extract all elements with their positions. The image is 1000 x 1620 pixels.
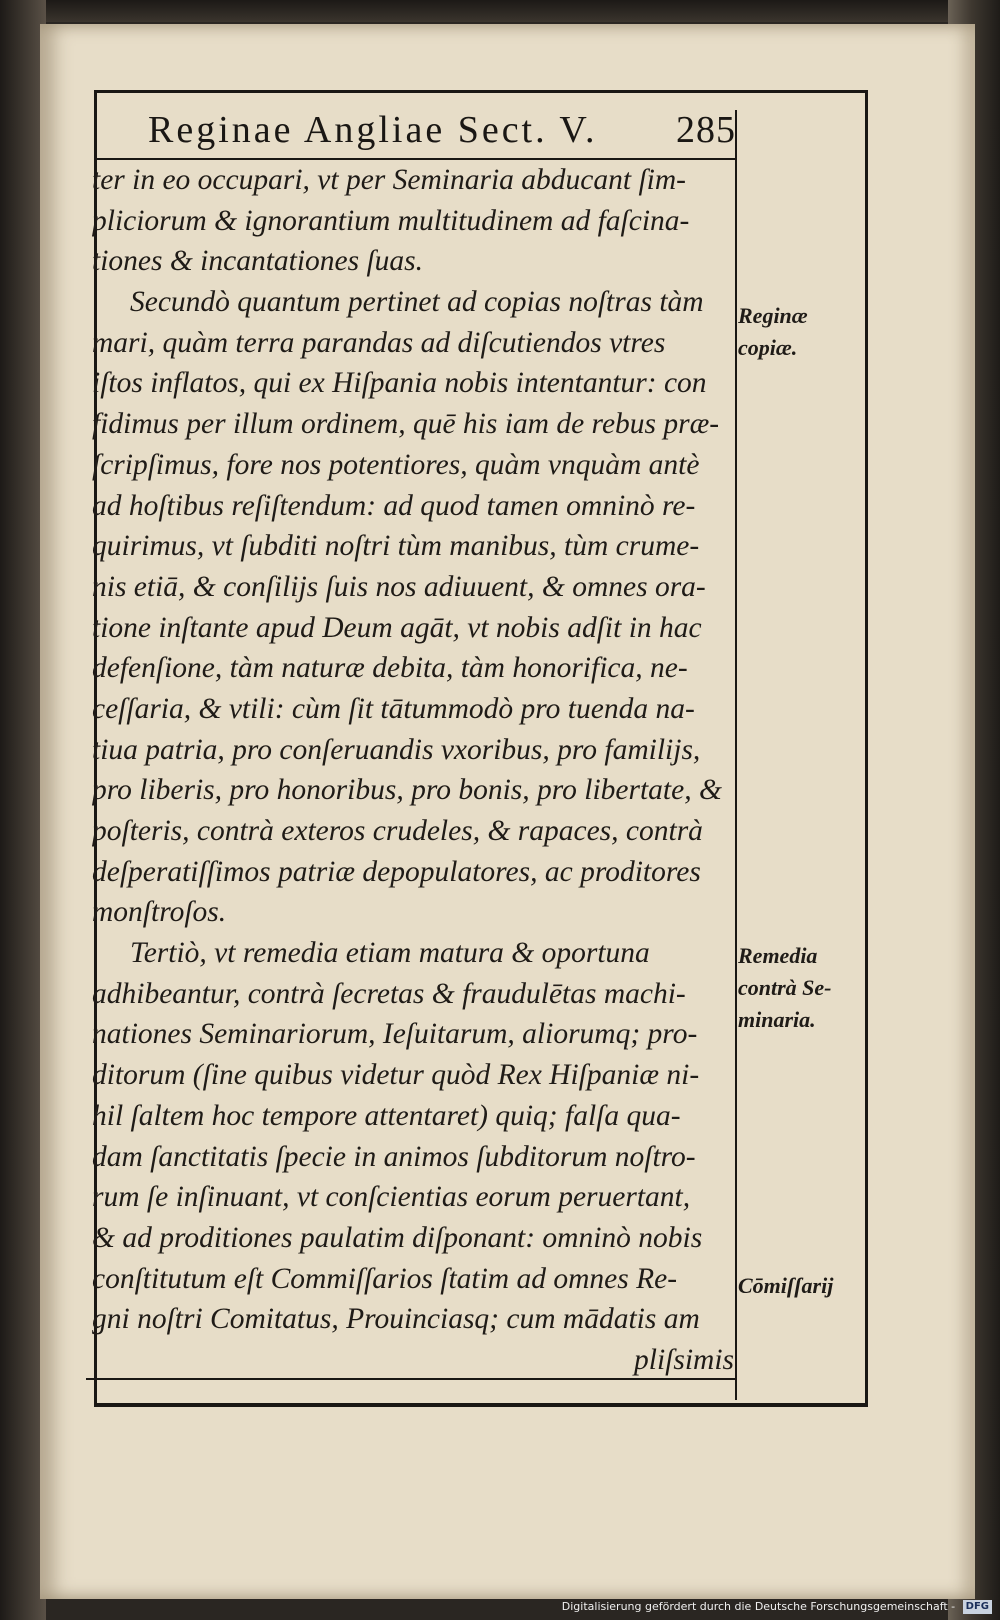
dfg-logo-icon: DFG xyxy=(963,1600,992,1614)
marginal-note-line: Remedia xyxy=(738,943,818,968)
credit-text: Digitalisierung gefördert durch die Deutsche Forschungsgemeinschaft - xyxy=(561,1600,956,1613)
page-number: 285 xyxy=(676,109,736,151)
text-line: conſtitutum eſt Commiſſarios ſtatim ad omnes Re- xyxy=(92,1262,678,1295)
running-header xyxy=(148,104,740,156)
marginal-note-line: contrà Se- xyxy=(738,975,832,1000)
marginal-note-remedia xyxy=(738,940,858,1036)
text-line: ceſſaria, & vtili: cùm ſit tātummodò pro tuenda na- xyxy=(92,692,695,725)
text-line: nationes Seminariorum, Ieſuitarum, aliorumq; pro- xyxy=(92,1018,698,1051)
text-line: iſtos inflatos, qui ex Hiſpania nobis intentantur: con xyxy=(92,367,707,400)
text-line: tiua patria, pro conſeruandis vxoribus, pro familijs, xyxy=(92,733,701,766)
text-line: ditorum (ſine quibus videtur quòd Rex Hiſpaniæ ni- xyxy=(92,1059,700,1092)
marginal-note-commissarii xyxy=(738,1270,858,1302)
text-line: pro liberis, pro honoribus, pro bonis, pro libertate, & xyxy=(92,774,722,807)
text-line: hil ſaltem hoc tempore attentaret) quiq; falſa qua- xyxy=(92,1099,681,1132)
text-line: tione inſtante apud Deum agāt, vt nobis adſit in hac xyxy=(92,611,702,644)
text-line: & ad proditiones paulatim diſponant: omninò nobis xyxy=(92,1221,703,1254)
text-line: poſteris, contrà exteros crudeles, & rapaces, contrà xyxy=(92,815,703,847)
text-line: defenſione, tàm naturæ debita, tàm honorifica, ne- xyxy=(92,652,688,685)
text-line: gni noſtri Comitatus, Prouinciasq; cum mādatis am xyxy=(92,1303,700,1336)
scan-background-top xyxy=(0,0,1000,22)
text-line: Secundò quantum pertinet ad copias noſtras tàm xyxy=(130,286,704,319)
text-line: dam ſanctitatis ſpecie in animos ſubditorum noſtro- xyxy=(92,1140,696,1173)
text-line: ſcripſimus, fore nos potentiores, quàm vnquàm antè xyxy=(92,448,700,481)
marginal-note-line: Cōmiſſarij xyxy=(738,1273,834,1298)
marginal-note-line: Reginæ xyxy=(738,303,808,328)
text-line: deſperatiſſimos patriæ depopulatores, ac proditores xyxy=(92,855,701,888)
marginal-note-line: copiæ. xyxy=(738,335,798,360)
marginal-note-line: minaria. xyxy=(738,1007,816,1032)
running-title: Reginae Angliae Sect. V. xyxy=(148,109,598,151)
catchword: pliſsimis xyxy=(634,1343,734,1376)
text-line: rum ſe inſinuant, vt conſcientias eorum peruertant, xyxy=(92,1181,691,1214)
marginal-note-reginae-copiae xyxy=(738,300,858,364)
text-line: mari, quàm terra parandas ad diſcutiendos vtres xyxy=(92,326,666,359)
margin-column-rule xyxy=(735,110,737,1400)
text-line: pliciorum & ignorantium multitudinem ad faſcina- xyxy=(92,204,690,237)
text-line: adhibeantur, contrà ſecretas & fraudulētas machi- xyxy=(92,977,686,1010)
text-line: fidimus per illum ordinem, quē his iam de rebus præ- xyxy=(92,408,720,441)
text-line: tiones & incantationes ſuas. xyxy=(92,245,424,278)
text-line: ad hoſtibus reſiſtendum: ad quod tamen omninò re- xyxy=(92,489,696,522)
text-line: nis etiā, & conſilijs ſuis nos adiuuent, & omnes ora- xyxy=(92,570,706,603)
text-line: ter in eo occupari, vt per Seminaria abducant ſim- xyxy=(92,164,686,196)
text-line: quirimus, vt ſubditi noſtri tùm manibus, tùm crume- xyxy=(92,530,700,563)
text-line: monſtroſos. xyxy=(92,896,227,929)
digitization-credit xyxy=(562,1597,992,1617)
text-line: Tertiò, vt remedia etiam matura & oportuna xyxy=(130,937,650,970)
main-text-block xyxy=(92,160,734,1381)
